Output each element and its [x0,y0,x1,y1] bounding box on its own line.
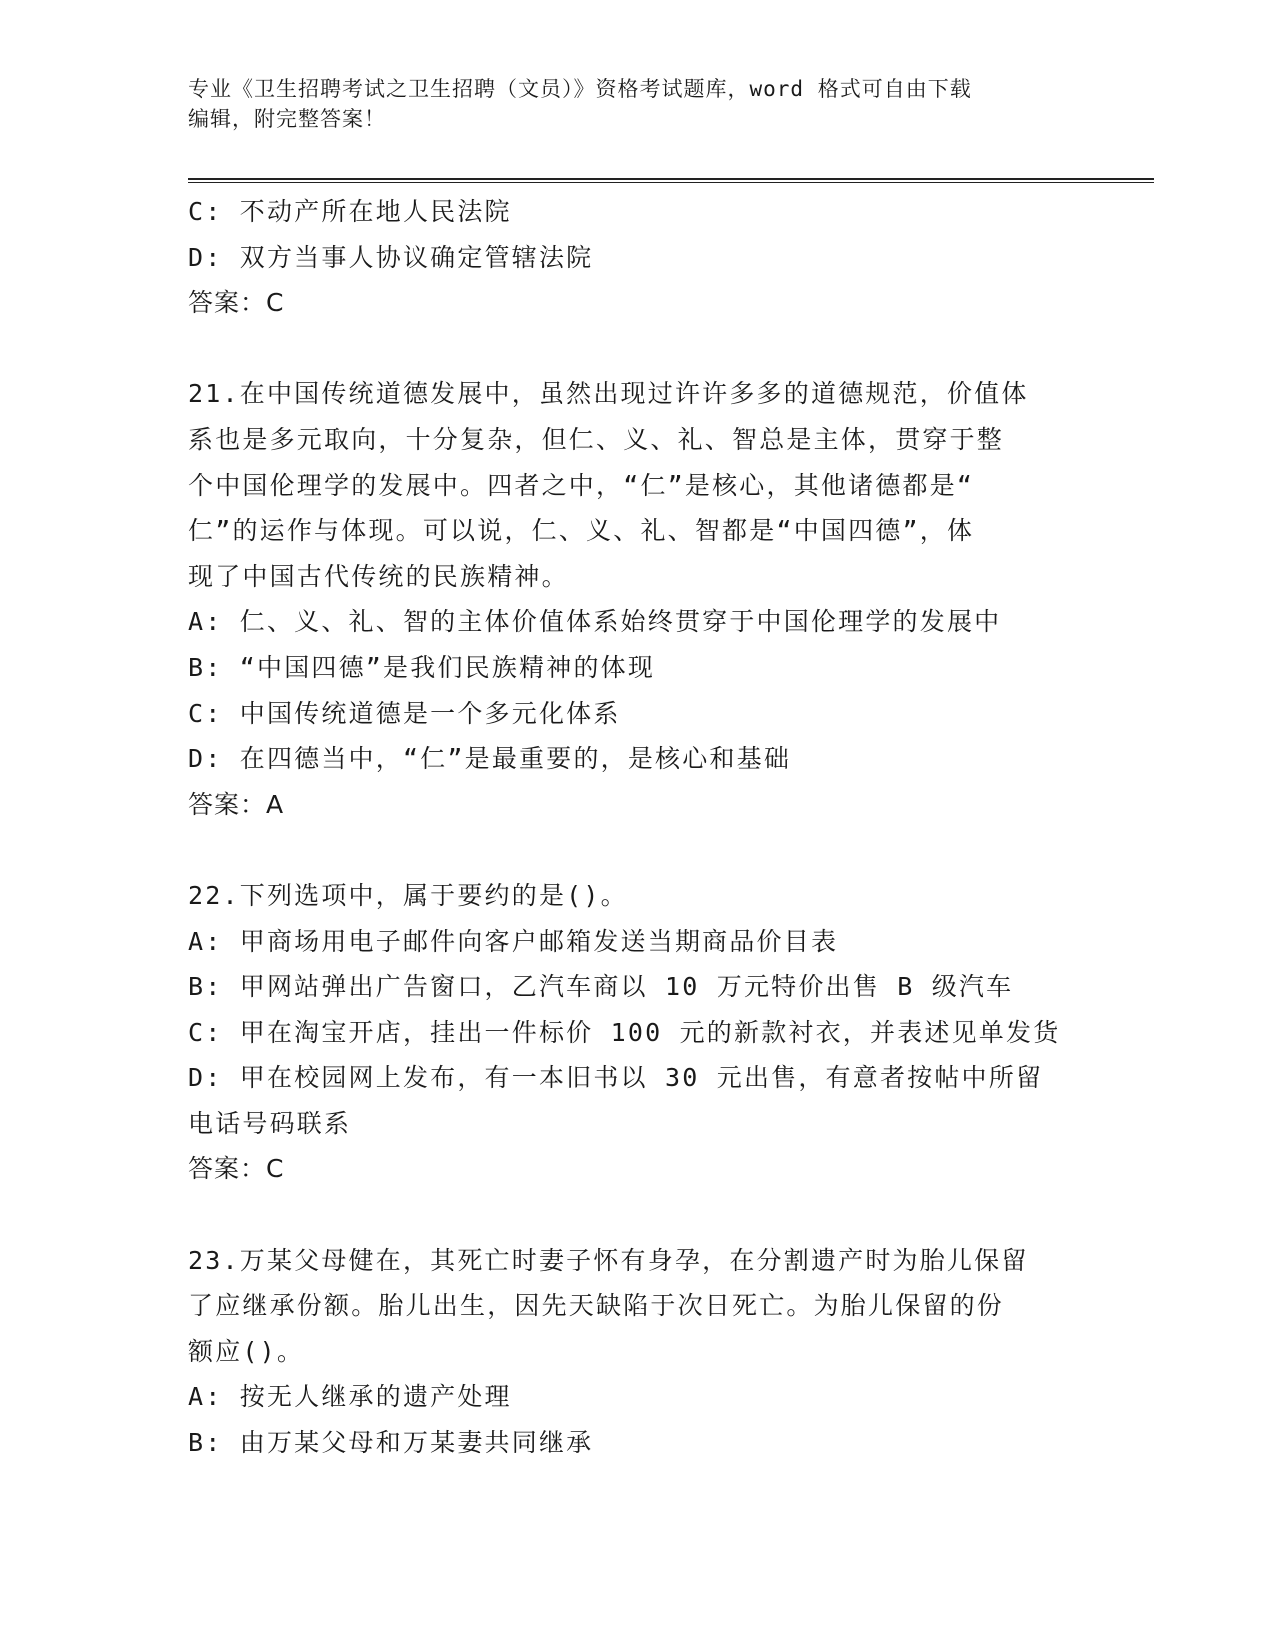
option-d-continued: 电话号码联系 [188,1108,352,1138]
question-stem-line: 仁”的运作与体现。可以说，仁、义、礼、智都是“中国四德”，体 [188,516,975,546]
option-b: B: 由万某父母和万某妻共同继承 [188,1428,594,1458]
question-stem-line: 现了中国古代传统的民族精神。 [188,561,569,591]
question-21 [188,371,1088,827]
question-stem-line: 21.在中国传统道德发展中，虽然出现过许许多多的道德规范，价值体 [188,379,1029,409]
option-a: A: 按无人继承的遗产处理 [188,1382,512,1412]
option-d: D: 甲在校园网上发布，有一本旧书以 30 元出售，有意者按帖中所留 [188,1063,1044,1093]
question-stem-line: 系也是多元取向，十分复杂，但仁、义、礼、智总是主体，贯穿于整 [188,424,1005,454]
header-divider-thick [188,178,1154,180]
answer: 答案：A [188,789,285,819]
header-line-1: 专业《卫生招聘考试之卫生招聘（文员）》资格考试题库，word 格式可自由下载 [188,77,972,101]
option-b: B: “中国四德”是我们民族精神的体现 [188,652,656,682]
question-22 [188,873,1088,1192]
spacer [188,326,1088,372]
question-stem-line: 了应继承份额。胎儿出生，因先天缺陷于次日死亡。为胎儿保留的份 [188,1291,1005,1321]
header-divider-thin [188,182,1154,183]
option-a: A: 甲商场用电子邮件向客户邮箱发送当期商品价目表 [188,926,839,956]
document-header [188,74,1068,134]
option-d: D: 双方当事人协议确定管辖法院 [188,242,594,272]
answer: 答案：C [188,1154,285,1184]
question-stem-line: 23.万某父母健在，其死亡时妻子怀有身孕，在分割遗产时为胎儿保留 [188,1245,1029,1275]
option-a: A: 仁、义、礼、智的主体价值体系始终贯穿于中国伦理学的发展中 [188,607,1002,637]
question-stem: 22.下列选项中，属于要约的是()。 [188,880,628,910]
option-c: C: 不动产所在地人民法院 [188,197,512,226]
answer: 答案：C [188,288,285,318]
option-c: C: 中国传统道德是一个多元化体系 [188,698,621,728]
header-line-2: 编辑，附完整答案！ [188,107,386,131]
option-b: B: 甲网站弹出广告窗口，乙汽车商以 10 万元特价出售 B 级汽车 [188,972,1014,1002]
option-d: D: 在四德当中，“仁”是最重要的，是核心和基础 [188,744,792,774]
question-23 [188,1238,1088,1466]
option-c: C: 甲在淘宝开店，挂出一件标价 100 元的新款衬衣，并表述见单发货 [188,1017,1061,1047]
question-stem-line: 额应()。 [188,1336,305,1366]
spacer [188,827,1088,873]
spacer [188,1192,1088,1238]
question-20-tail [188,189,1088,326]
question-stem-line: 个中国伦理学的发展中。四者之中，“仁”是核心，其他诸德都是“ [188,470,975,500]
question-list [188,189,1088,1466]
